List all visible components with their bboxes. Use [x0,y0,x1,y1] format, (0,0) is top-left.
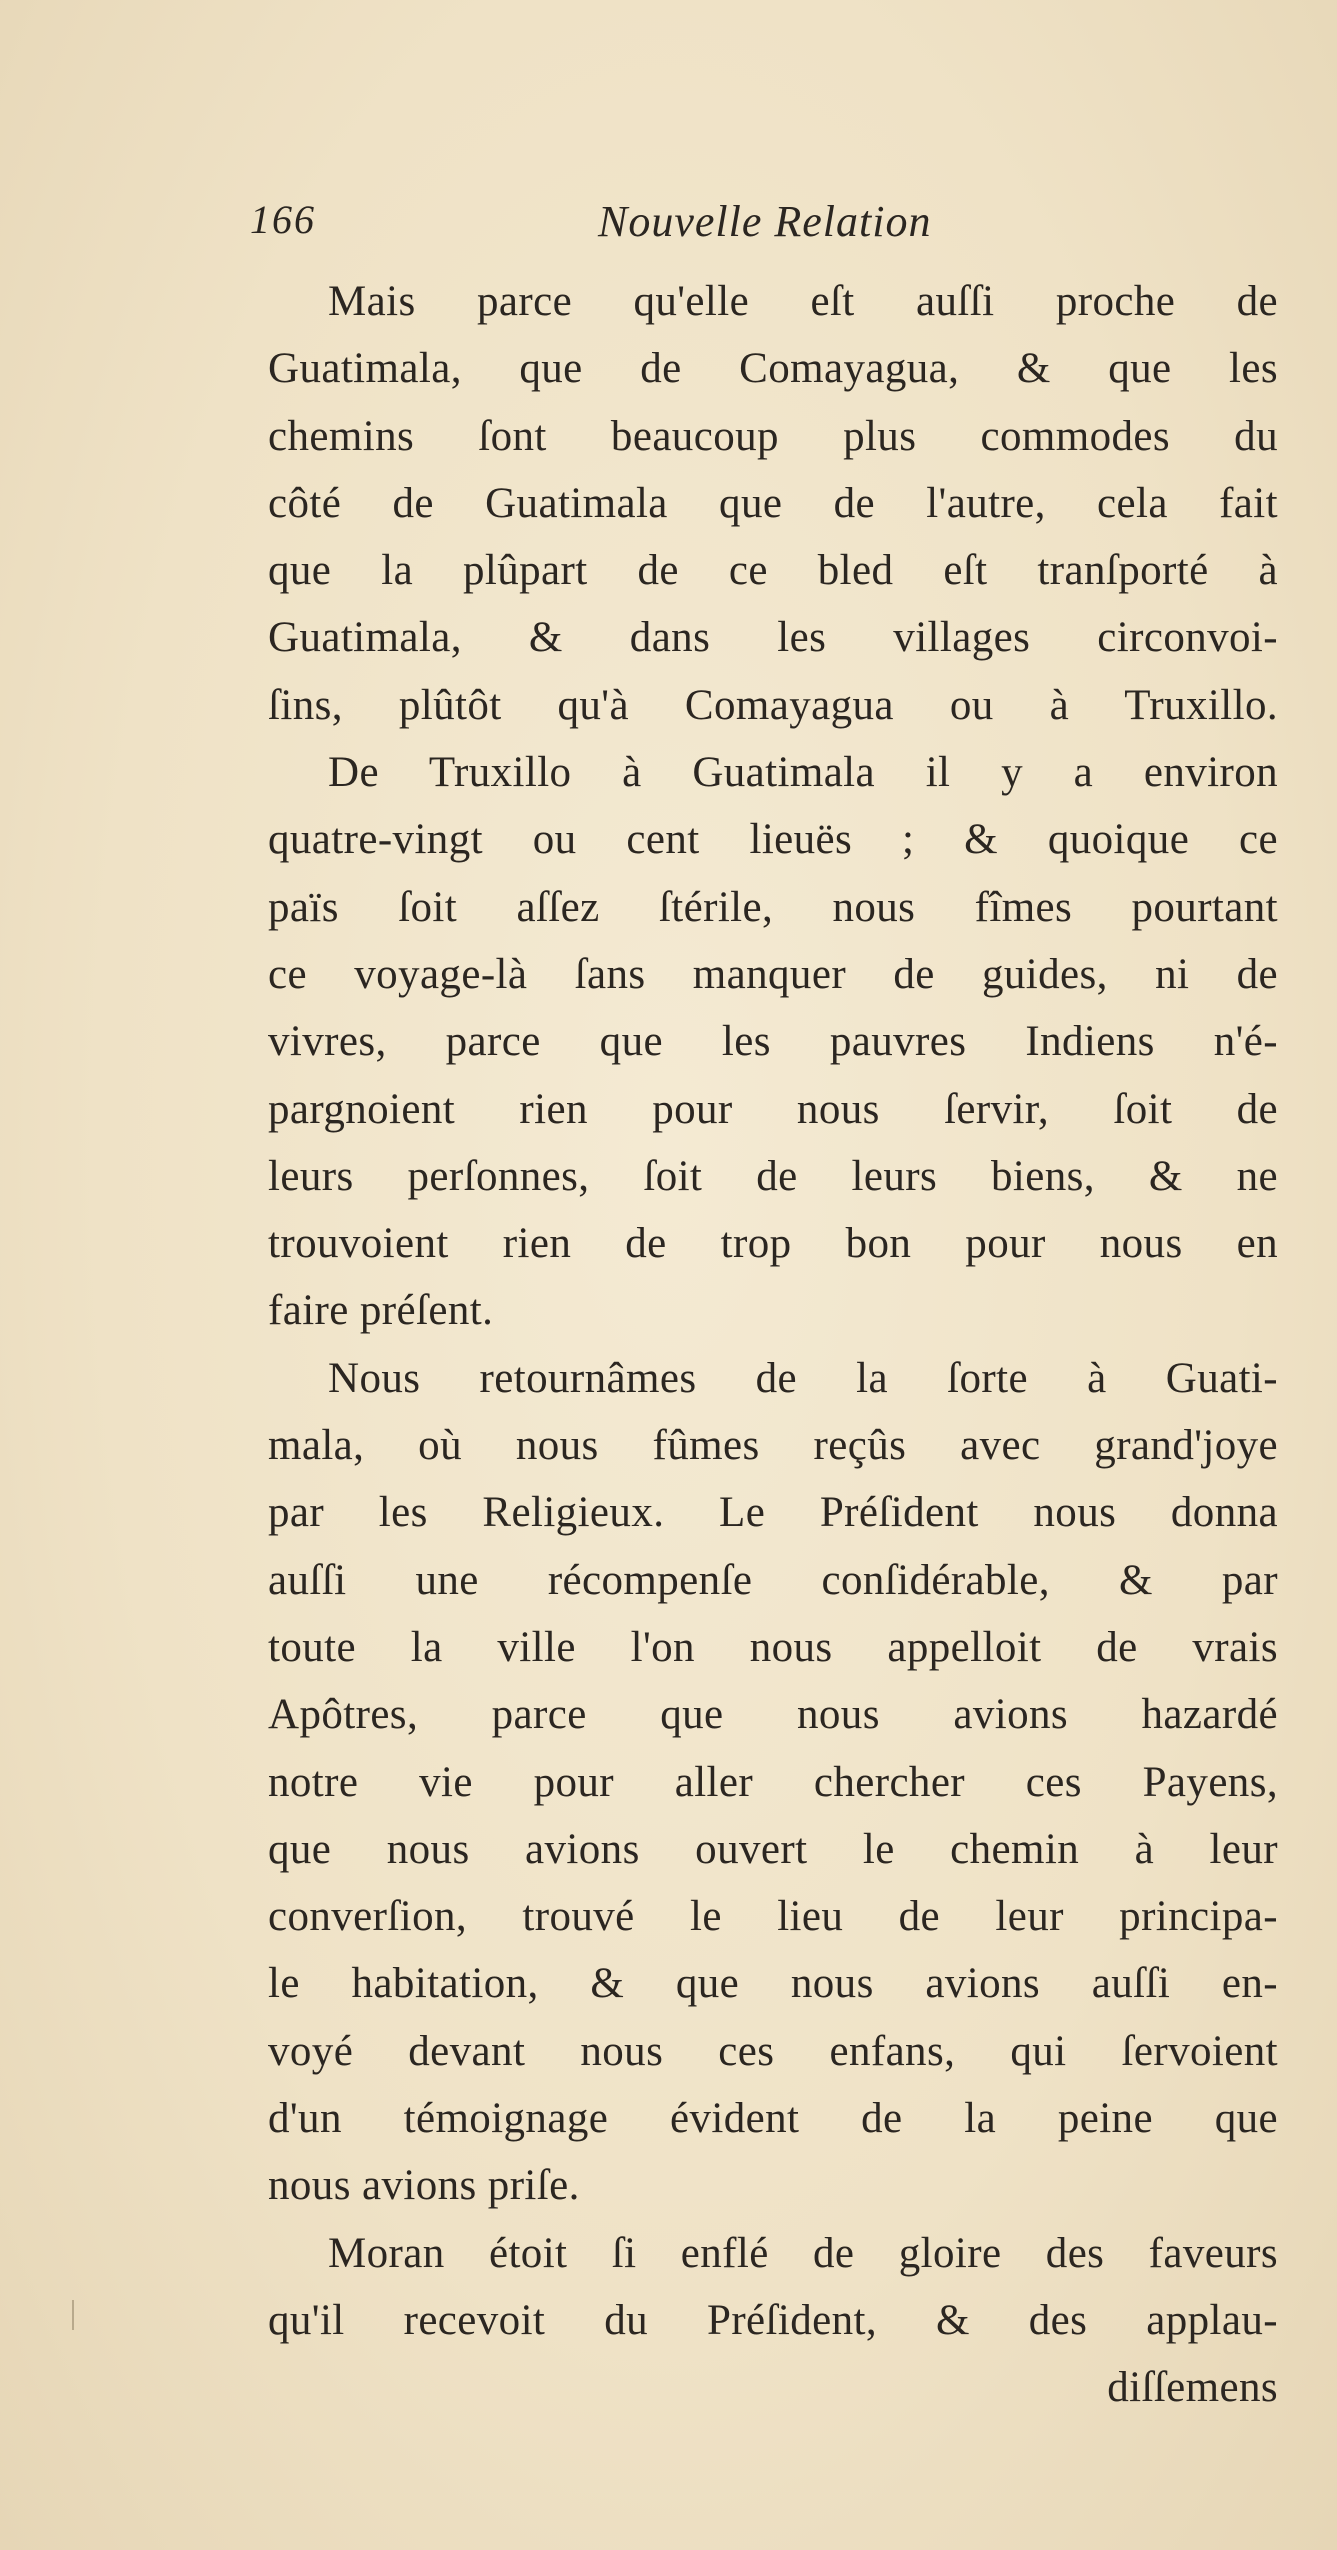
text-line: toute la ville l'on nous appelloit de vrais [268,1623,1278,1671]
text-line: côté de Guatimala que de l'autre, cela fait [268,479,1278,527]
text-line: voyé devant nous ces enfans, qui ſervoient [268,2027,1278,2075]
text-line: que nous avions ouvert le chemin à leur [268,1825,1278,1873]
text-line: qu'il recevoit du Préſident, & des applau- [268,2296,1278,2344]
text-line: que la plûpart de ce bled eſt tranſporté à [268,547,1278,595]
text-line: quatre-vingt ou cent lieuës ; & quoique ce [268,816,1278,864]
page-header [250,196,1100,256]
text-line: ſins, plûtôt qu'à Comayagua ou à Truxillo. [268,681,1278,729]
text-line: Guatimala, & dans les villages circonvoi- [268,614,1278,662]
margin-mark [72,2300,74,2330]
text-line: Guatimala, que de Comayagua, & que les [268,345,1278,393]
text-line: le habitation, & que nous avions auſſi en- [268,1960,1278,2008]
text-line: Nous retournâmes de la ſorte à Guati- [328,1354,1278,1402]
text-line: par les Religieux. Le Préſident nous donna [268,1489,1278,1537]
text-line: chemins ſont beaucoup plus commodes du [268,412,1278,460]
text-line: notre vie pour aller chercher ces Payens, [268,1758,1278,1806]
text-line: d'un témoignage évident de la peine que [268,2095,1278,2143]
page-number: 166 [250,197,316,242]
text-line: païs ſoit aſſez ſtérile, nous fîmes pourtant [268,883,1278,931]
text-line: Apôtres, parce que nous avions hazardé [268,1691,1278,1739]
text-line: auſſi une récompenſe conſidérable, & par [268,1556,1278,1604]
text-line: converſion, trouvé le lieu de leur principa- [268,1893,1278,1941]
text-line: faire préſent. [268,1287,494,1335]
text-line: ce voyage-là ſans manquer de guides, ni de [268,950,1278,998]
catchword: diſſemens [1107,2364,1278,2412]
text-line: De Truxillo à Guatimala il y a environ [328,749,1278,797]
running-title: Nouvelle Relation [598,197,932,246]
text-line: trouvoient rien de trop bon pour nous en [268,1220,1278,1268]
text-line: mala, où nous fûmes reçûs avec grand'joye [268,1422,1278,1470]
text-line: vivres, parce que les pauvres Indiens n'é- [268,1018,1278,1066]
body-text [268,268,1278,2422]
text-line: pargnoient rien pour nous ſervir, ſoit de [268,1085,1278,1133]
text-line: Moran étoit ſi enflé de gloire des faveurs [328,2229,1278,2277]
text-line: leurs perſonnes, ſoit de leurs biens, & ne [268,1152,1278,1200]
text-line: nous avions priſe. [268,2162,580,2210]
text-line: Mais parce qu'elle eſt auſſi proche de [328,278,1278,325]
